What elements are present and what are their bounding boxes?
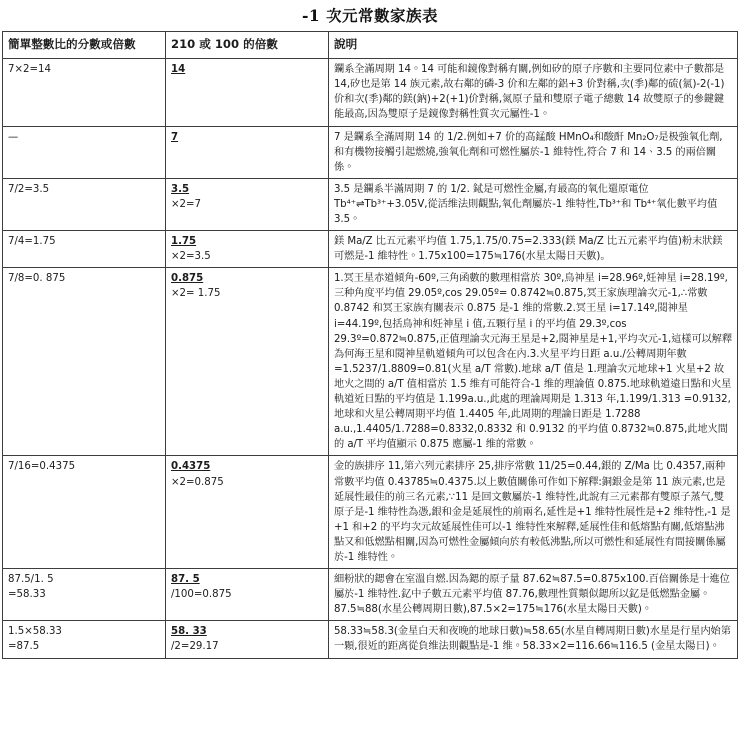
- cell-ratio: [3, 231, 166, 268]
- cell-multiple-main: 1.75: [171, 236, 197, 248]
- cell-description: 鑭系全滿周期 14。14 可能和鏡像對稱有關,例如矽的原子序數和主要同位素中子數都是 14,矽也是第 14 族元素,故右鄰的磷-3 价和左鄰的鋁+3 价對稱,次(季)鄰的硫(氯)-2(-1)价和次(季)鄰的鎂(鈉)+2(+1)价對稱,氮原子量和雙原子電子總數 14 故雙原子的參鍵鍵能最高,因為雙原子是鏡像對稱性質次元屬性-1。: [329, 59, 738, 126]
- page-title: -1 次元常數家族表: [301, 6, 439, 25]
- cell-multiple-main: 87. 5: [171, 574, 200, 586]
- table-body: [3, 59, 738, 658]
- column-header-description: 說明: [329, 32, 738, 59]
- cell-description: 3.5 是鑭系半滿周期 7 的 1/2. 鋱是可燃性金屬,有最高的氧化還原電位 Tb⁴⁺⇌Tb³⁺+3.05V,從活维法則觀點,氧化劑屬於-1 维特性,Tb³⁺和 Tb⁴⁺氧化數平均值 3.5。: [329, 178, 738, 230]
- cell-multiple: [166, 59, 329, 126]
- cell-ratio: [3, 621, 166, 658]
- cell-description: 58.33≒58.3(金星白天和夜晚的地球日數)≒58.65(水星自轉周期日數)水星是行星内始第一顆,很近的距离從負维法則觀點是-1 维。58.33×2=116.66≒116.5 (金星太陽日)。: [329, 621, 738, 658]
- cell-ratio: [3, 126, 166, 178]
- cell-multiple-sub: ×2=0.875: [171, 476, 224, 488]
- cell-multiple: [166, 569, 329, 621]
- column-header-multiple: 210 或 100 的倍數: [166, 32, 329, 59]
- cell-multiple: [166, 621, 329, 658]
- cell-multiple-sub: ×2=7: [171, 198, 202, 210]
- cell-ratio-line: 7/16=0.4375: [8, 461, 76, 473]
- cell-multiple-main: 7: [171, 131, 179, 143]
- cell-multiple-sub: /100=0.875: [171, 589, 232, 601]
- cell-multiple: [166, 268, 329, 456]
- cell-ratio-line: 7×2=14: [8, 64, 51, 76]
- cell-multiple-sub: ×2= 1.75: [171, 288, 221, 300]
- cell-description: 7 是鑭系全滿周期 14 的 1/2.例如+7 价的高錳酸 HMnO₄和酸酐 Mn₂O₇是极強氧化劑,和有機物接觸引起燃燒,強氧化劑和可燃性屬於-1 維特性,符合 7 和 14、3.5 的兩倍關係。: [329, 126, 738, 178]
- table-header-row: [3, 32, 738, 59]
- cell-ratio: [3, 268, 166, 456]
- cell-multiple-main: 58. 33: [171, 626, 207, 638]
- cell-ratio-line: —: [8, 131, 19, 143]
- cell-description: 1.冥王星赤道傾角-60º,三角函數的數理相當於 30º,鳥神星 i=28.96º,妊神星 i=28.19º,三种角度平均值 29.05º,cos 29.05º= 0.8742≒0.875,冥王家族理論次元-1,∴常數 0.8742 和冥王家族有關表示 0.875 是-1 维的常數.2.冥王星 i=17.14º,閱神星 i=44.19º,包括鳥神和妊神星 i 值,五顆行星 i 的平均值 29.3º,cos 29.3º=0.872≒0.875,正值理論次元海王星是+2,閱神星是+1,平均次元-1,這樣可以解釋為何海王星和閱神星軌道傾角可以包含在內.3.火星平均日距 a.u./公轉周期年數=1.5237/1.8809=0.81(火星 a/T 常數).地球 a/T 值是 1.理論次元地球+1 火星+2 故地火之間的 a/T 值相當於 1.5 维有可能符合-1 维的理論值 0.875.地球軌道遠日點和火星軌道近日點的平均值是 1.199a.u.,此處的理論周期是 1.313 年,1.199/1.313 =0.9132,地球和火星公轉周期平均值 1.4405 年,此周期的理論日距是 1.7288 a.u.,1.4405/1.7288=0.8332,0.8332 和 0.9132 的平均值 0.8732≒0.875,此地火間的 a/T 平均值顯示 0.875 應屬-1 维的常數。: [329, 268, 738, 456]
- cell-multiple: [166, 231, 329, 268]
- table-row: [3, 231, 738, 268]
- cell-ratio-line: 87.5/1. 5: [8, 574, 54, 586]
- cell-multiple-main: 14: [171, 64, 186, 76]
- cell-multiple: [166, 456, 329, 569]
- cell-ratio-line: 7/2=3.5: [8, 183, 50, 195]
- table-header: [3, 32, 738, 59]
- cell-ratio-line: 7/4=1.75: [8, 236, 56, 248]
- table-row: [3, 569, 738, 621]
- cell-ratio-line: =58.33: [8, 589, 46, 601]
- cell-multiple-sub: /2=29.17: [171, 641, 219, 653]
- cell-multiple-main: 3.5: [171, 183, 190, 195]
- cell-multiple-main: 0.4375: [171, 461, 211, 473]
- table-row: [3, 178, 738, 230]
- cell-multiple-sub: ×2=3.5: [171, 251, 211, 263]
- table-row: [3, 456, 738, 569]
- cell-ratio: [3, 456, 166, 569]
- column-header-ratio: 簡單整數比的分數或倍數: [3, 32, 166, 59]
- table-row: [3, 126, 738, 178]
- table-row: [3, 268, 738, 456]
- cell-description: 細粉狀的鍶會在室溫自燃.因為鍶的原子量 87.62≒87.5=0.875x100.百倍關係是十進位屬於-1 维特性.釔中子數五元素平均值 87.76,數理性質類似鍶所以釔是低燃點金屬。87.5≒88(水星公轉周期日數),87.5×2=175≒176(水星太陽日天數)。: [329, 569, 738, 621]
- cell-multiple: [166, 126, 329, 178]
- cell-ratio-line: =87.5: [8, 641, 40, 653]
- table-row: [3, 621, 738, 658]
- cell-description: 鎂 Ma/Z 比五元素平均值 1.75,1.75/0.75=2.333(鎂 Ma/Z 比五元素平均值)粉末狀鎂可燃是-1 維特性。1.75x100=175≒176(水星太陽日天數)。: [329, 231, 738, 268]
- cell-multiple-main: 0.875: [171, 273, 204, 285]
- cell-description: 金的族排序 11,第六列元素排序 25,排序常數 11/25=0.44,銀的 Z/Ma 比 0.4357,兩种常數平均值 0.43785≒0.4375.以上數值關係可作如下解釋:銅銀金是第 11 族元素,也是延展性最佳的前三名元素,∵11 是回文數屬於-1 维特性,此說有三元素都有雙原子蒸气,雙原子是-1 维特性為憑,銀和金是延展性的前兩名,延性是+1 维特性展性是+2 维特性,-1 是+1 和+2 的平均次元故延展性佳可以-1 维特性來解釋,延展性佳和低熔點有關,低熔點沸點又和低燃點相關,因為可燃性金屬傾向於有較低沸點,所以可燃性和延展性有間接關係屬於-1 维特性。: [329, 456, 738, 569]
- cell-ratio-line: 1.5×58.33: [8, 626, 62, 638]
- cell-ratio: [3, 59, 166, 126]
- cell-ratio: [3, 569, 166, 621]
- cell-ratio-line: 7/8=0. 875: [8, 273, 66, 285]
- constant-family-table: [2, 31, 738, 659]
- table-row: [3, 59, 738, 126]
- cell-ratio: [3, 178, 166, 230]
- cell-multiple: [166, 178, 329, 230]
